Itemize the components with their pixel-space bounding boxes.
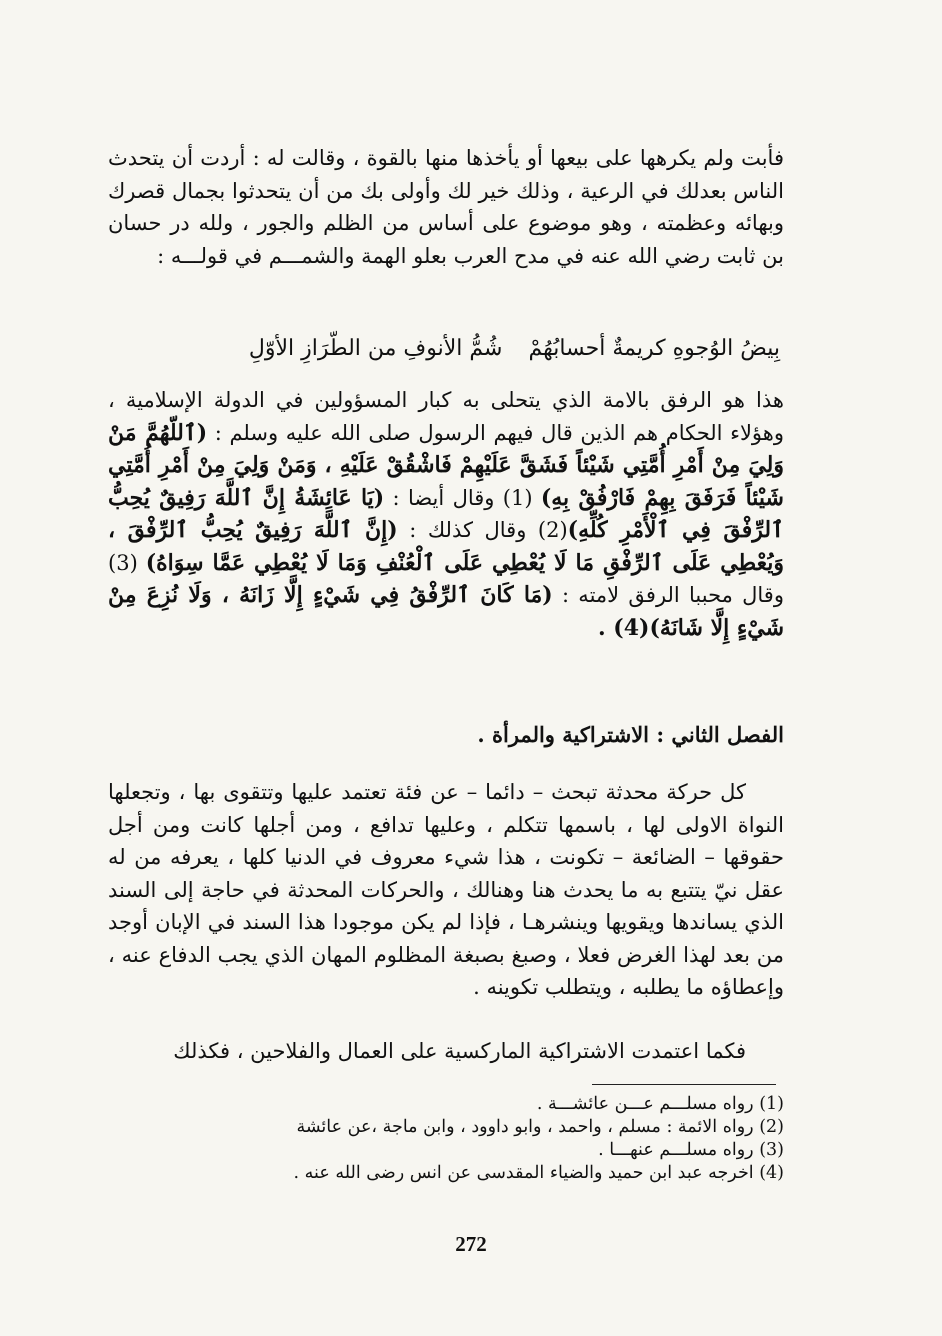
- paragraph-2-text: [108, 384, 784, 644]
- poetry-verse: [140, 336, 780, 361]
- footnote-2: (2) رواه الائمة : مسلم ، واحمد ، وابو داوود ، وابن ماجة ،عن عائشة: [296, 1117, 784, 1137]
- verse-hemistich-1: بِيضُ الوُجوهِ كريمةٌ أحسابُهُمْ: [528, 336, 780, 361]
- hadith-1-ref: (1) وقال أيضا :: [384, 485, 541, 510]
- hadith-3: (إِنَّ ٱللَّهَ رَفِيقٌ يُحِبُّ ٱلرِّفْقَ ، وَيُعْطِي عَلَى ٱلرِّفْقِ مَا لَا يُعْطِي عَلَى ٱلْعُنْفِ وَمَا لَا يُعْطِي عَمَّا سِوَاهُ): [108, 517, 784, 576]
- hadith-2: (يَا عَائِشَةُ إِنَّ ٱللَّهَ رَفِيقٌ يُحِبُّ ٱلرِّفْقَ فِي ٱلْأَمْرِ كُلِّهِ): [108, 484, 784, 543]
- paragraph-3-text: كل حركة محدثة تبحث – دائما – عن فئة تعتمد عليها وتتقوى بها ، وتجعلها النواة الاولى لها ، باسمها تتكلم ، وعليها تدافع ، ومن أجلها كانت ومن أجل حقوقها – الضائعة – تكونت ، هذا شيء معروف في الدنيا كلها ، يعرفه من له عقل نيّ يتتبع به ما يحدث هنا وهنالك ، والحركات المحدثة في حاجة إلى السند الذي يساندها ويقويها وينشرهـا ، فإذا لم يكن موجودا هذا السند في الإبان أوجد من بعد لهذا الغرض فعلا ، وصبغ بصبغة المظلوم المهان الذي يجب الدفاع عنه ، وإعطاؤه ما يطلبه ، ويتطلب تكوينه .: [108, 780, 784, 999]
- paragraph-2-intro: هذا هو الرفق بالامة الذي يتحلى به كبار المسؤولين في الدولة الإسلامية ، وهؤلاء الحكام هم الذين قال فيهم الرسول صلى الله عليه وسلم :: [108, 388, 784, 445]
- hadith-3-ref: (3) وقال محببا الرفق لامته :: [108, 550, 784, 607]
- footnote-3: (3) رواه مسلـــم عنهـــا .: [598, 1140, 784, 1160]
- hadith-2-ref: (2) وقال كذلك :: [397, 518, 568, 542]
- footnotes: [108, 1093, 784, 1185]
- paragraph-4-text: فكما اعتمدت الاشتراكية الماركسية على العمال والفلاحين ، فكذلك: [173, 1039, 746, 1063]
- paragraph-1: [108, 142, 784, 272]
- footnote-1: (1) رواه مسلـــم عـــن عائشـــة .: [536, 1094, 784, 1114]
- hadith-4: (مَا كَانَ ٱلرِّفْقُ فِي شَيْءٍ إِلَّا زَانَهُ ، وَلَا نُزِعَ مِنْ شَيْءٍ إِلَّا شَانَهُ)(4) .: [108, 582, 784, 641]
- footnote-4: (4) اخرجه عبد ابن حميد والضياء المقدسى عن انس رضى الله عنه .: [293, 1163, 784, 1183]
- paragraph-4: [108, 1035, 784, 1068]
- hadith-1: (ٱللّهُمَّ مَنْ وَلِيَ مِنْ أَمْرِ أُمَّتِي شَيْئاً فَشَقَّ عَلَيْهِمْ فَاشْقُقْ عَلَيْهِ ، وَمَنْ وَلِيَ مِنْ أَمْرِ أُمَّتِي شَيْئاً فَرَفَقَ بِهِمْ فَارْفُقْ بِهِ): [108, 419, 784, 511]
- paragraph-1-text: فأبت ولم يكرهها على بيعها أو يأخذها منها بالقوة ، وقالت له : أردت أن يتحدث الناس بعدلك في الرعية ، وذلك خير لك وأولى بك من أن يتحدثوا بجمال قصرك وبهائه وعظمته ، وهو موضوع على أساس من الظلم والجور ، ولله در حسان بن ثابت رضي الله عنه في مدح العرب بعلو الهمة والشمـــم في قولـــه :: [108, 146, 784, 268]
- section-heading: الفصل الثاني : الاشتراكية والمرأة .: [477, 722, 784, 747]
- paragraph-3: [108, 776, 784, 1004]
- verse-hemistich-2: شُمُّ الأنوفِ من الطّرَازِ الأوّلِ: [248, 336, 503, 361]
- footnote-divider: [592, 1084, 776, 1085]
- page-number: 272: [455, 1232, 487, 1256]
- paragraph-2: [108, 384, 784, 644]
